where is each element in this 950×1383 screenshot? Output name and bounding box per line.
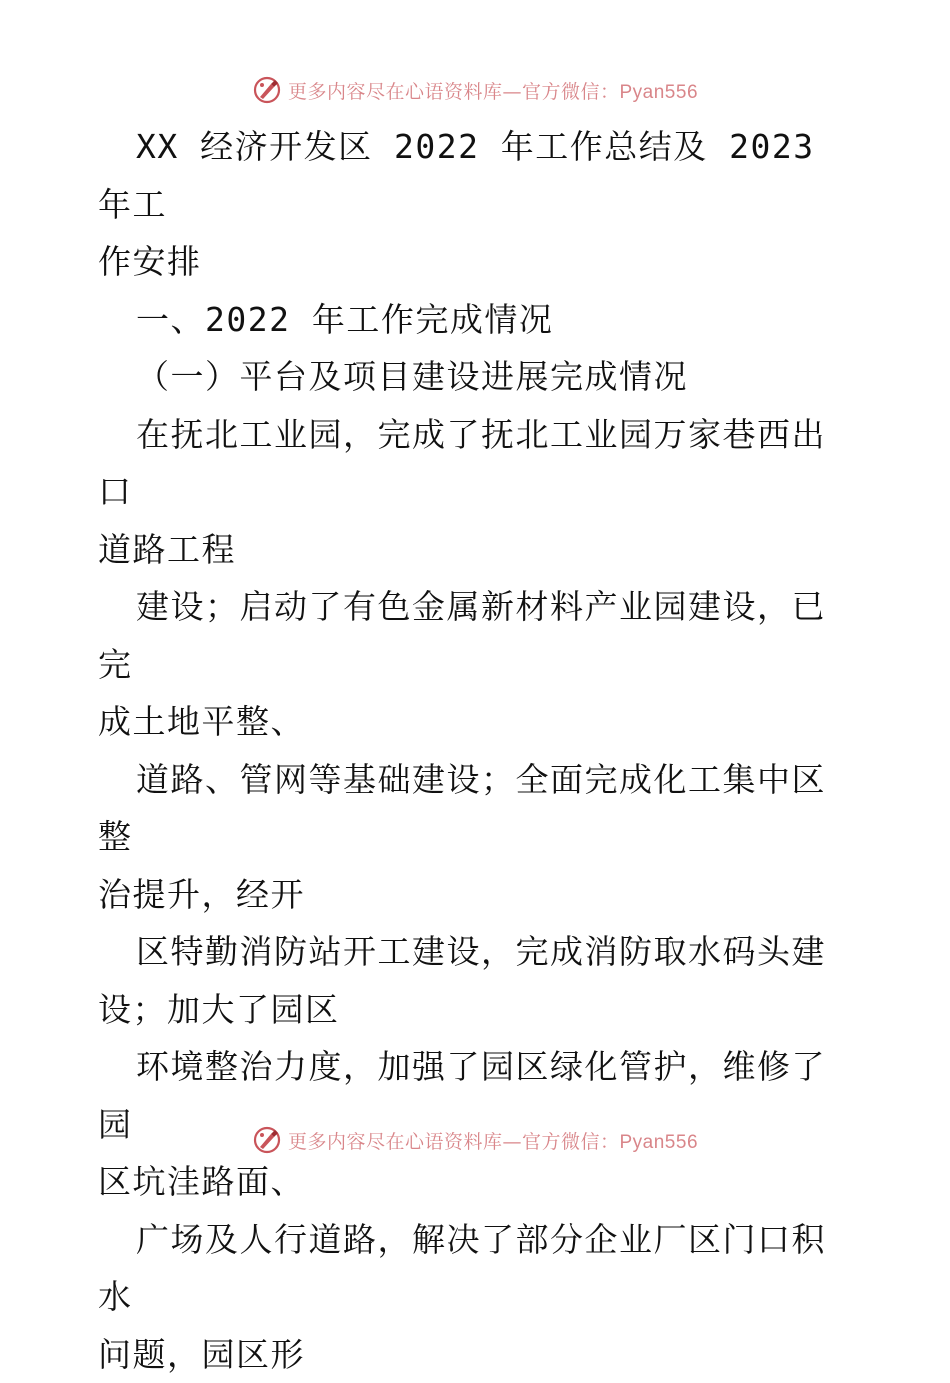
pen-nib-seal-icon: [252, 75, 282, 105]
body-line: 问题，园区形: [98, 1326, 858, 1383]
body-line: 设；加大了园区: [98, 981, 858, 1039]
document-title: XX 经济开发区 2022 年工作总结及 2023 年工: [98, 118, 858, 233]
pen-nib-seal-icon: [252, 1125, 282, 1155]
document-title-continued: 作安排: [98, 233, 858, 291]
section-heading: 一、2022 年工作完成情况: [98, 291, 858, 349]
subsection-heading: （一）平台及项目建设进展完成情况: [98, 348, 858, 406]
body-line: 治提升，经开: [98, 866, 858, 924]
watermark-text: 更多内容尽在心语资料库—官方微信：Pyan556: [288, 77, 698, 104]
body-line: 道路、管网等基础建设；全面完成化工集中区整: [98, 751, 858, 866]
body-line: 成土地平整、: [98, 693, 858, 751]
body-line: 广场及人行道路，解决了部分企业厂区门口积水: [98, 1211, 858, 1326]
body-line: 在抚北工业园，完成了抚北工业园万家巷西出口: [98, 406, 858, 521]
body-line: 道路工程: [98, 521, 858, 579]
body-line: 环境整治力度，加强了园区绿化管护，维修了园: [98, 1038, 858, 1153]
body-line: 建设；启动了有色金属新材料产业园建设，已完: [98, 578, 858, 693]
document-body: [98, 118, 858, 1383]
body-line: 区坑洼路面、: [98, 1153, 858, 1211]
watermark-banner-top: [0, 72, 950, 108]
body-line: 区特勤消防站开工建设，完成消防取水码头建: [98, 923, 858, 981]
watermark-text: 更多内容尽在心语资料库—官方微信：Pyan556: [288, 1127, 698, 1154]
watermark-banner-bottom: [0, 1122, 950, 1158]
